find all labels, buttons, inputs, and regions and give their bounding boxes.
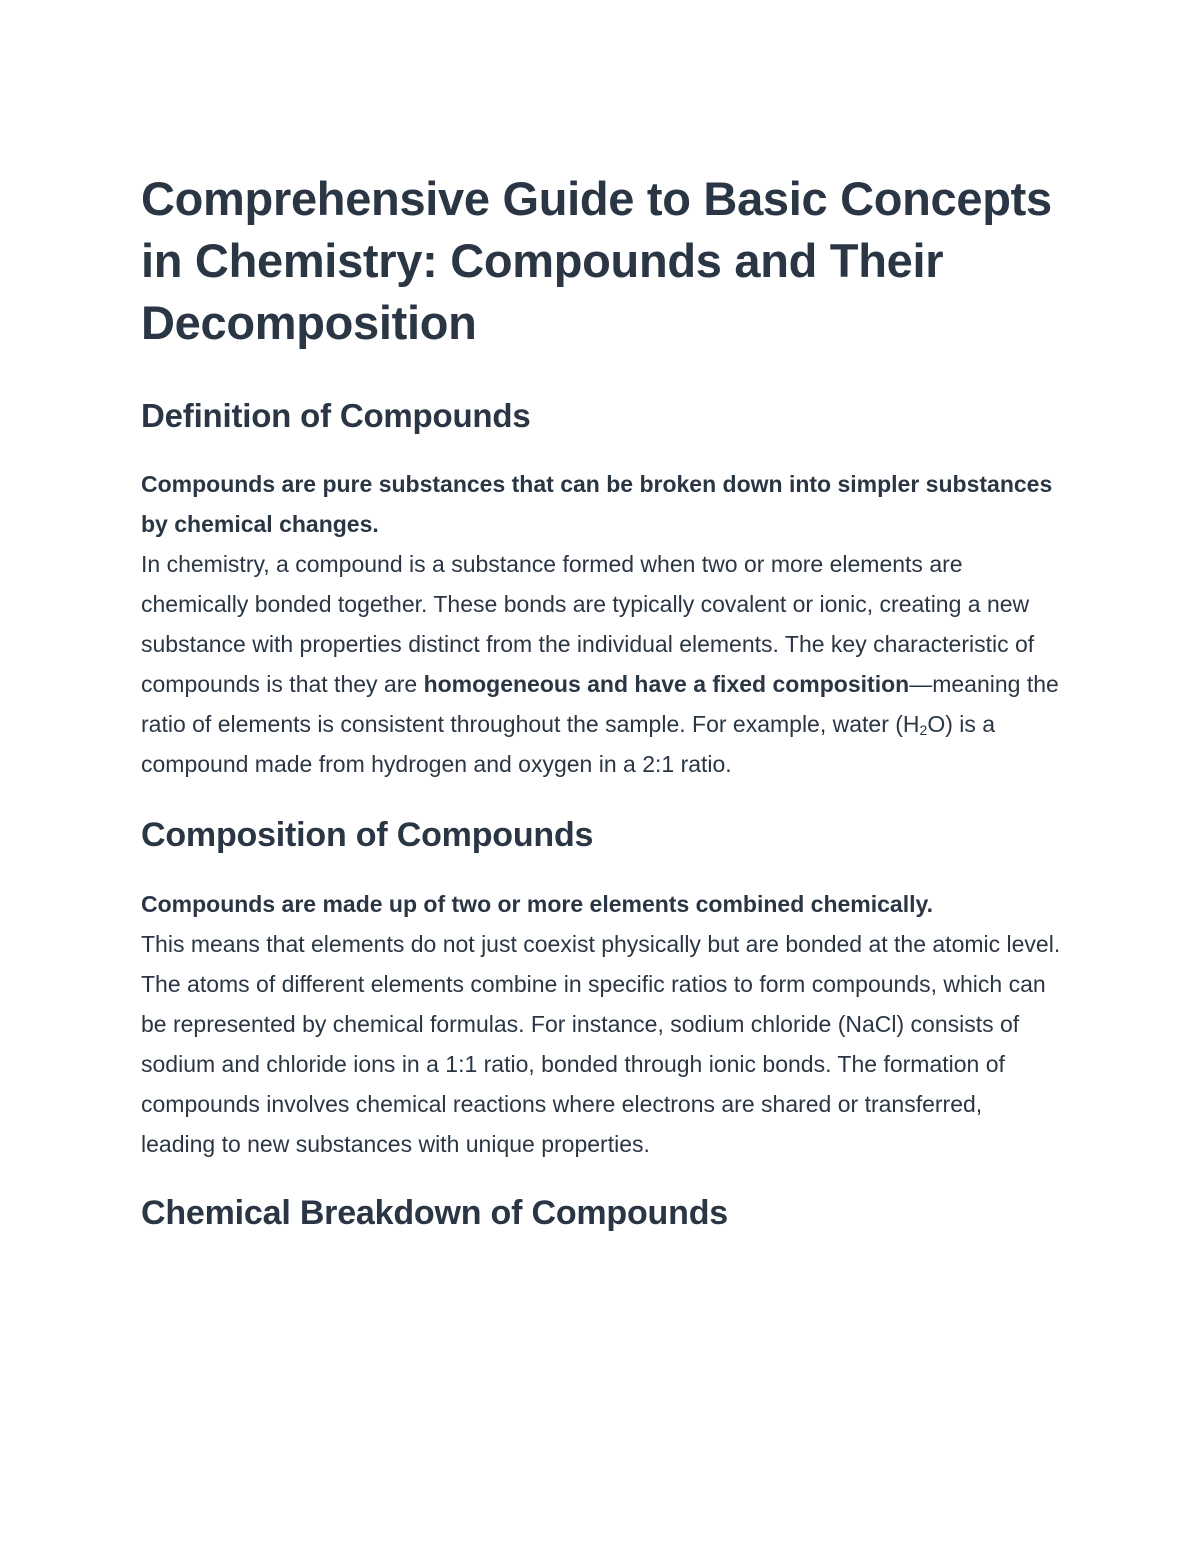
section-heading: Chemical Breakdown of Compounds — [141, 1194, 728, 1232]
document-page — [141, 168, 1061, 1236]
body-text-span: O) is a compound made from hydrogen and oxygen in a 2:1 ratio. — [141, 711, 996, 777]
section-body — [141, 544, 1061, 784]
body-text-span: —meaning the ratio of elements is consistent throughout the sample. For example, water (H — [141, 671, 1059, 737]
section-composition — [141, 812, 1061, 1164]
section-heading: Definition of Compounds — [141, 397, 531, 434]
document-title: Comprehensive Guide to Basic Concepts in Chemistry: Compounds and Their Decomposition — [141, 172, 1052, 349]
section-lead: Compounds are made up of two or more elements combined chemically. — [141, 891, 933, 917]
subscript: 2 — [919, 722, 928, 738]
section-breakdown — [141, 1190, 1061, 1236]
body-emphasis: homogeneous and have a fixed composition — [423, 671, 910, 697]
section-lead: Compounds are pure substances that can be broken down into simpler substances by chemical changes. — [141, 471, 1053, 537]
body-text-span: In chemistry, a compound is a substance formed when two or more elements are chemically bonded together. These bonds are typically covalent or ionic, creating a new substance with properties distinct from the individual elements. The key characteristic of compounds is that they are — [141, 551, 1035, 697]
section-body: This means that elements do not just coexist physically but are bonded at the atomic level. The atoms of different elements combine in specific ratios to form compounds, which can be represented by chemical formulas. For instance, sodium chloride (NaCl) consists of sodium and chloride ions in a 1:1 ratio, bonded through ionic bonds. The formation of compounds involves chemical reactions where electrons are shared or transferred, leading to new substances with unique properties. — [141, 931, 1061, 1157]
section-definition — [141, 394, 1061, 784]
section-heading: Composition of Compounds — [141, 816, 594, 854]
